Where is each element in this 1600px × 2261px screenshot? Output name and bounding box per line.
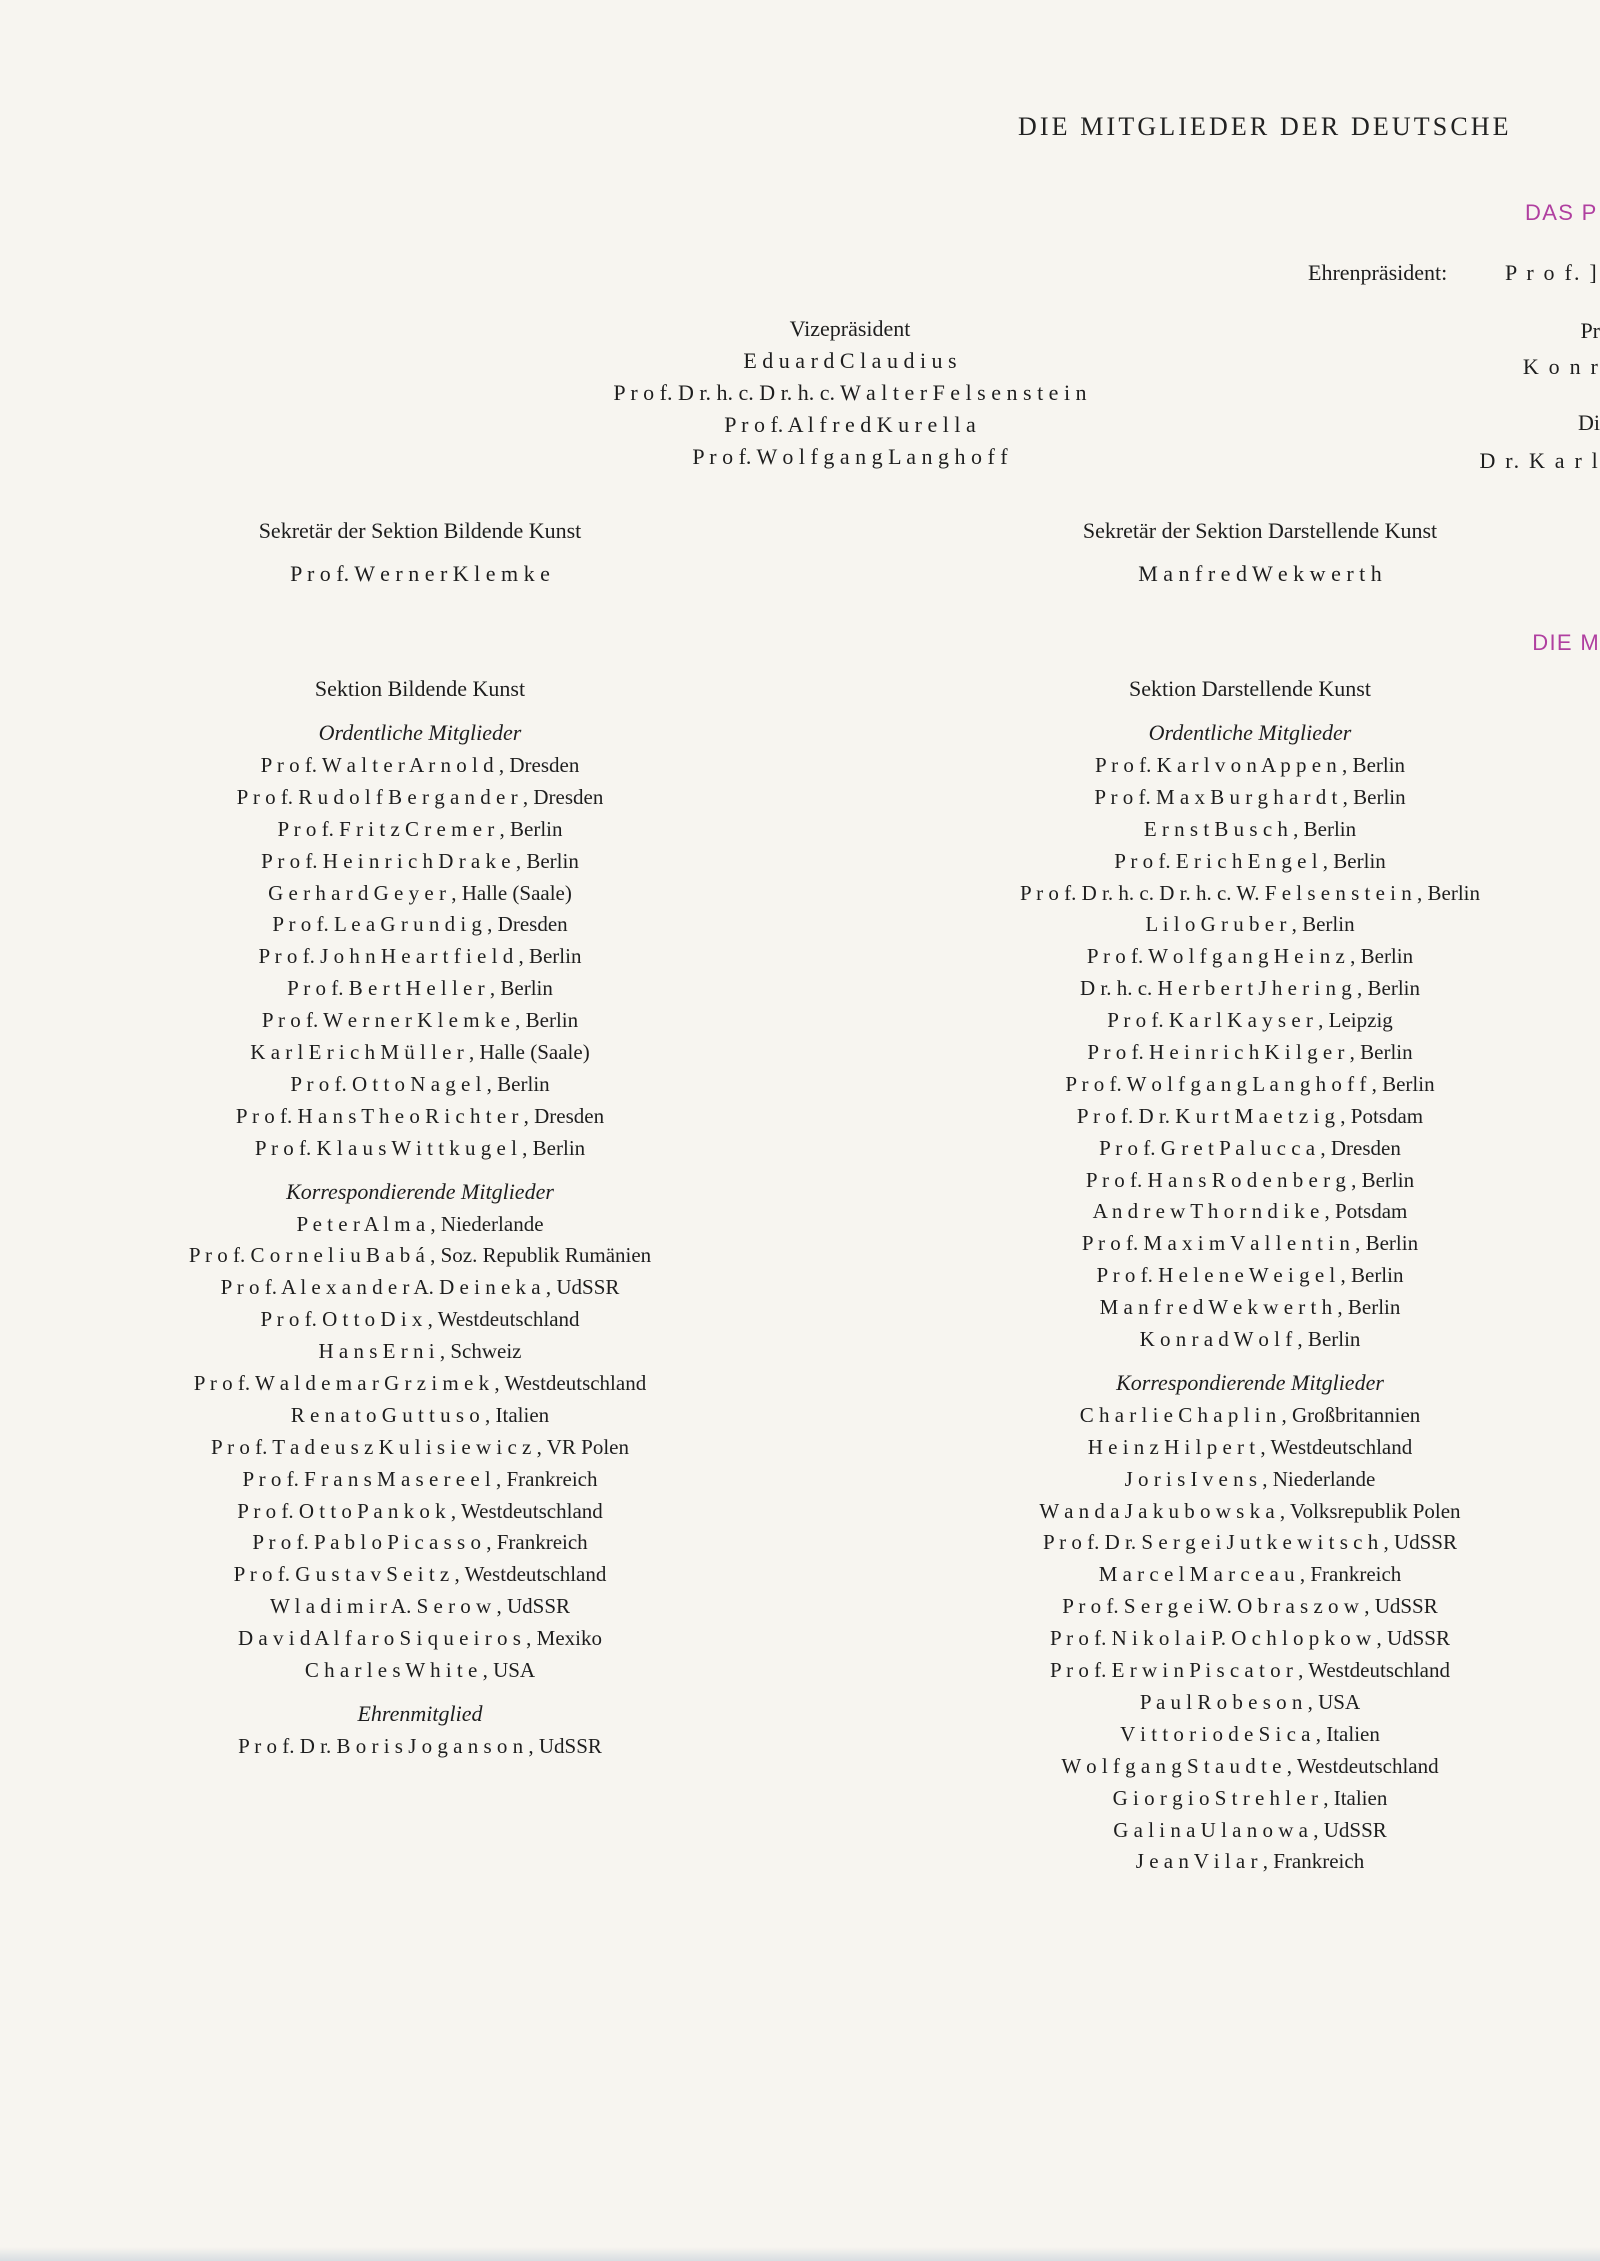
category-heading: Korrespondierende Mitglieder: [1116, 1369, 1384, 1395]
section-title: Sektion Bildende Kunst: [314, 676, 526, 701]
member-entry: P r o f. A l e x a n d e r A. D e i n e k a , UdSSR: [220, 1275, 620, 1300]
mitglieder-heading-fragment: DIE M: [1532, 630, 1600, 655]
member-entry: D r. h. c. H e r b e r t J h e r i n g , Berlin: [1079, 976, 1420, 1001]
member-entry: P r o f. G u s t a v S e i t z , Westdeutschland: [233, 1562, 607, 1587]
right-fragment-2: K o n r: [1522, 354, 1600, 379]
section-bildende-kunst: [100, 672, 740, 1763]
vice-president-name: E d u a r d C l a u d i u s: [743, 348, 957, 373]
member-entry: A n d r e w T h o r n d i k e , Potsdam: [1092, 1199, 1408, 1224]
category-heading: Ehrenmitglied: [357, 1700, 483, 1726]
member-entry: P a u l R o b e s o n , USA: [1139, 1689, 1361, 1714]
secretary-left-heading: Sekretär der Sektion Bildende Kunst: [258, 518, 582, 543]
member-entry: G e r h a r d G e y e r , Halle (Saale): [268, 880, 572, 905]
member-entry: P r o f. M a x i m V a l l e n t i n , Berlin: [1081, 1231, 1419, 1256]
member-entry: P r o f. W o l f g a n g L a n g h o f f , Berlin: [1065, 1071, 1435, 1096]
secretary-right-heading: Sekretär der Sektion Darstellende Kunst: [1082, 518, 1438, 543]
presidium-heading-fragment: DAS P: [1525, 200, 1598, 225]
category-heading: Korrespondierende Mitglieder: [286, 1178, 554, 1204]
category-heading: Ordentliche Mitglieder: [1148, 720, 1352, 745]
vice-president-block: [520, 312, 1180, 473]
member-entry: J e a n V i l a r , Frankreich: [1135, 1849, 1365, 1874]
member-entry: P r o f. R u d o l f B e r g a n d e r , Dresden: [236, 784, 604, 809]
member-entry: P r o f. T a d e u s z K u l i s i e w i c z , VR Polen: [210, 1434, 630, 1459]
member-entry: P e t e r A l m a , Niederlande: [296, 1211, 544, 1236]
category-heading: Ordentliche Mitglieder: [318, 720, 522, 745]
member-entry: P r o f. W a l d e m a r G r z i m e k , Westdeutschland: [193, 1371, 647, 1396]
member-entry: P r o f. L e a G r u n d i g , Dresden: [272, 912, 568, 937]
member-entry: P r o f. E r w i n P i s c a t o r , Westdeutschland: [1050, 1658, 1450, 1683]
member-entry: P r o f. H a n s R o d e n b e r g , Berlin: [1085, 1167, 1415, 1192]
member-entry: P r o f. H e i n r i c h K i l g e r , Berlin: [1087, 1040, 1413, 1065]
secretary-left: [100, 515, 740, 590]
page-title: DIE MITGLIEDER DER DEUTSCHE: [1018, 112, 1512, 141]
secretary-right-name: M a n f r e d W e k w e r t h: [1138, 561, 1382, 586]
right-fragment-4: D r. K a r l: [1479, 448, 1600, 473]
member-entry: P r o f. O t t o N a g e l , Berlin: [290, 1071, 550, 1096]
member-entry: P r o f. D r. K u r t M a e t z i g , Potsdam: [1076, 1103, 1424, 1128]
member-entry: P r o f. F r a n s M a s e r e e l , Frankreich: [242, 1466, 598, 1491]
member-entry: V i t t o r i o d e S i c a , Italien: [1120, 1721, 1380, 1746]
member-entry: C h a r l i e C h a p l i n , Großbritannien: [1079, 1402, 1421, 1427]
member-entry: P r o f. O t t o P a n k o k , Westdeutschland: [237, 1498, 603, 1523]
right-fragment-1: Pr: [1580, 318, 1600, 343]
member-entry: C h a r l e s W h i t e , USA: [304, 1658, 536, 1683]
ehrenpraesident-fragment: P r o f. ]: [1505, 260, 1599, 285]
member-entry: P r o f. P a b l o P i c a s s o , Frankreich: [252, 1530, 588, 1555]
member-list-ordentliche: [870, 750, 1600, 1356]
member-entry: P r o f. W a l t e r A r n o l d , Dresden: [260, 753, 580, 777]
member-entry: P r o f. N i k o l a i P. O c h l o p k o w , UdSSR: [1050, 1626, 1450, 1651]
member-entry: H e i n z H i l p e r t , Westdeutschland: [1087, 1434, 1413, 1459]
member-entry: P r o f. M a x B u r g h a r d t , Berlin: [1094, 784, 1406, 809]
member-entry: K o n r a d W o l f , Berlin: [1139, 1327, 1361, 1352]
member-entry: P r o f. O t t o D i x , Westdeutschland: [260, 1307, 580, 1332]
member-entry: P r o f. E r i c h E n g e l , Berlin: [1114, 848, 1386, 873]
member-list-ehren: [100, 1731, 740, 1763]
member-entry: P r o f. W e r n e r K l e m k e , Berlin: [261, 1008, 579, 1033]
member-list-korrespondierende: [870, 1400, 1600, 1878]
member-entry: G i o r g i o S t r e h l e r , Italien: [1112, 1785, 1388, 1810]
member-entry: H a n s E r n i , Schweiz: [318, 1339, 522, 1364]
right-fragment-3: Di: [1578, 410, 1600, 435]
member-entry: G a l i n a U l a n o w a , UdSSR: [1113, 1817, 1387, 1842]
member-entry: R e n a t o G u t t u s o , Italien: [290, 1402, 550, 1427]
member-entry: W a n d a J a k u b o w s k a , Volksrepublik Polen: [1039, 1498, 1461, 1523]
member-entry: L i l o G r u b e r , Berlin: [1145, 912, 1355, 937]
member-entry: P r o f. K a r l K a y s e r , Leipzig: [1107, 1008, 1393, 1033]
member-entry: D a v i d A l f a r o S i q u e i r o s , Mexiko: [238, 1626, 602, 1651]
vice-president-name: P r o f. W o l f g a n g L a n g h o f f: [692, 444, 1008, 469]
vice-president-name: P r o f. A l f r e d K u r e l l a: [724, 412, 976, 437]
member-entry: P r o f. D r. h. c. D r. h. c. W. F e l s e n s t e i n , Berlin: [1019, 880, 1481, 905]
member-entry: P r o f. C o r n e l i u B a b á , Soz. Republik Rumänien: [188, 1243, 652, 1268]
member-entry: W l a d i m i r A. S e r o w , UdSSR: [269, 1594, 571, 1619]
member-entry: P r o f. D r. B o r i s J o g a n s o n , UdSSR: [238, 1733, 602, 1758]
member-entry: P r o f. B e r t H e l l e r , Berlin: [287, 976, 553, 1001]
member-entry: P r o f. S e r g e i W. O b r a s z o w , UdSSR: [1062, 1594, 1438, 1619]
section-darstellende-kunst: [870, 672, 1600, 1878]
member-entry: P r o f. H e l e n e W e i g e l , Berlin: [1096, 1263, 1404, 1288]
vice-president-name: P r o f. D r. h. c. D r. h. c. W a l t e r F e l s e n s t e i n: [613, 380, 1087, 405]
member-entry: P r o f. J o h n H e a r t f i e l d , Berlin: [258, 944, 582, 969]
secretary-left-name: P r o f. W e r n e r K l e m k e: [290, 561, 550, 586]
member-entry: P r o f. D r. S e r g e i J u t k e w i t s c h , UdSSR: [1043, 1530, 1457, 1555]
member-list-ordentliche: [100, 750, 740, 1165]
member-entry: E r n s t B u s c h , Berlin: [1143, 816, 1357, 841]
member-entry: P r o f. K l a u s W i t t k u g e l , Berlin: [254, 1135, 586, 1160]
member-entry: W o l f g a n g S t a u d t e , Westdeutschland: [1061, 1753, 1439, 1778]
member-entry: M a n f r e d W e k w e r t h , Berlin: [1099, 1295, 1401, 1320]
page-edge: [0, 2247, 1600, 2261]
member-entry: P r o f. K a r l v o n A p p e n , Berlin: [1094, 753, 1406, 777]
member-entry: P r o f. W o l f g a n g H e i n z , Berlin: [1086, 944, 1414, 969]
member-entry: K a r l E r i c h M ü l l e r , Halle (Saale): [250, 1040, 590, 1065]
member-entry: P r o f. F r i t z C r e m e r , Berlin: [277, 816, 563, 841]
member-entry: P r o f. H e i n r i c h D r a k e , Berlin: [261, 848, 579, 873]
member-entry: M a r c e l M a r c e a u , Frankreich: [1098, 1562, 1402, 1587]
member-list-korrespondierende: [100, 1209, 740, 1687]
ehrenpraesident-label: Ehrenpräsident:: [1308, 260, 1448, 285]
member-entry: P r o f. G r e t P a l u c c a , Dresden: [1099, 1135, 1401, 1160]
secretary-right: [940, 515, 1580, 590]
member-entry: J o r i s I v e n s , Niederlande: [1124, 1466, 1376, 1491]
vice-president-heading: Vizepräsident: [789, 316, 911, 341]
section-title: Sektion Darstellende Kunst: [1129, 676, 1371, 701]
member-entry: P r o f. H a n s T h e o R i c h t e r , Dresden: [235, 1103, 605, 1128]
